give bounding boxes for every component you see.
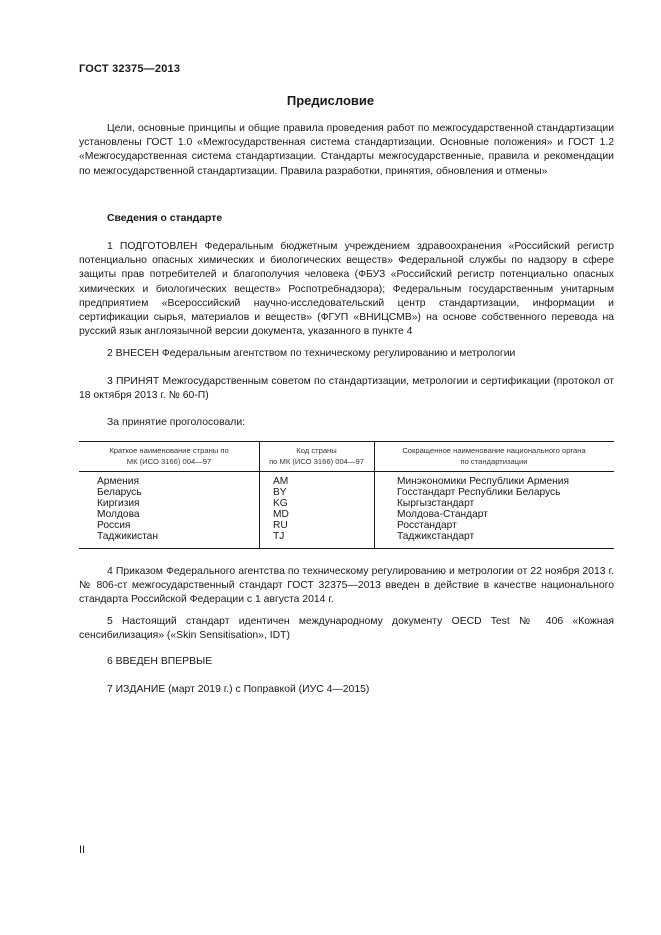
item-2 [79, 347, 614, 361]
voting-table [79, 441, 614, 549]
voted-label [79, 416, 614, 430]
org-column [397, 476, 569, 542]
table-cell-country: Таджикистан [97, 531, 158, 542]
intro-text: Цели, основные принципы и общие правила проведения работ по межгосударственной стандартизации установлены ГОСТ 1.0 «Межгосударственная система стандартизации. Основные положения» и ГОСТ 1.2 «Межгосударственная система стандартизации. Стандарты межгосударственные, правила и рекомендации по межгосударственной стандартизации. Правила разработки, принятия, обновления и отмены» [79, 123, 614, 177]
table-cell-org: Росстандарт [397, 520, 457, 531]
table-cell-code: BY [273, 487, 287, 498]
header-org-line2: по стандартизации [460, 457, 528, 466]
table-cell-country: Беларусь [97, 487, 142, 498]
item-7 [79, 683, 614, 697]
table-cell-country: Армения [97, 476, 139, 487]
page-number: II [79, 844, 86, 856]
item-4 [79, 565, 614, 608]
table-cell-code: AM [273, 476, 289, 487]
header-org [374, 445, 614, 467]
table-cell-country: Россия [97, 520, 131, 531]
intro-paragraph [79, 122, 614, 179]
item-5 [79, 615, 614, 643]
item-7-text: 7 ИЗДАНИЕ (март 2019 г.) с Поправкой (ИУС 4—2015) [107, 684, 370, 695]
item-4-text: 4 Приказом Федерального агентства по техническому регулированию и метрологии от 22 ноября 2013 г. № 806-ст межгосударственный стандарт ГОСТ 32375—2013 введен в действие в качестве национального стандарта Российской Федерации с 1 августа 2014 г. [79, 566, 614, 606]
table-top-border [79, 441, 614, 442]
table-bottom-border [79, 548, 614, 549]
table-cell-org: Таджикстандарт [397, 531, 475, 542]
voted-text: За принятие проголосовали: [107, 417, 246, 428]
item-6-text: 6 ВВЕДЕН ВПЕРВЫЕ [107, 656, 213, 667]
header-code-line2: по МК (ИСО 3166) 004—97 [269, 457, 364, 466]
header-code-line1: Код страны [296, 446, 337, 455]
table-cell-org: Кыргызстандарт [397, 498, 475, 509]
header-country-line2: МК (ИСО 3166) 004—97 [126, 457, 212, 466]
page-title: Предисловие [286, 93, 375, 108]
table-cell-code: TJ [273, 531, 285, 542]
item-3 [79, 375, 614, 403]
table-cell-code: KG [273, 498, 288, 509]
item-5-text: 5 Настоящий стандарт идентичен международному документу OECD Test № 406 «Кожная сенсибилизация» («Skin Sensitisation», IDT) [79, 616, 614, 642]
code-column [273, 476, 289, 542]
item-6 [79, 655, 614, 669]
table-cell-org: Молдова-Стандарт [397, 509, 488, 520]
table-cell-org: Минэкономики Республики Армения [397, 476, 569, 487]
country-column [97, 476, 158, 542]
header-country [79, 445, 259, 467]
item-2-text: 2 ВНЕСЕН Федеральным агентством по техническому регулированию и метрологии [107, 348, 516, 359]
header-country-line1: Краткое наименование страны по [109, 446, 229, 455]
table-cell-country: Молдова [97, 509, 140, 520]
header-org-line1: Сокращенное наименование национального органа [402, 446, 586, 455]
document-number: ГОСТ 32375—2013 [79, 63, 181, 75]
section-heading: Сведения о стандарте [107, 213, 223, 224]
table-cell-code: MD [273, 509, 289, 520]
item-3-text: 3 ПРИНЯТ Межгосударственным советом по стандартизации, метрологии и сертификации (протокол от 18 октября 2013 г. № 60-П) [79, 376, 614, 402]
header-code [259, 445, 374, 467]
table-cell-org: Госстандарт Республики Беларусь [397, 487, 561, 498]
item-1-text: 1 ПОДГОТОВЛЕН Федеральным бюджетным учреждением здравоохранения «Российский регистр потенциально опасных химических и биологических веществ» Федеральной службы по надзору в сфере защиты прав потребителей и благополучия человека (ФБУЗ «Российский регистр потенциально опасных химических и биологических веществ» Роспотребнадзора); Федеральным государственным унитарным предприятием «Всероссийский научно-исследовательский центр стандартизации, информации и сертификации сырья, материалов и веществ» (ФГУП «ВНИЦСМВ») на основе собственного перевода на русский язык англоязычной версии документа, указанного в пункте 4 [79, 241, 614, 338]
table-cell-code: RU [273, 520, 288, 531]
table-cell-country: Киргизия [97, 498, 140, 509]
table-header-border [79, 471, 614, 472]
item-1 [79, 240, 614, 339]
